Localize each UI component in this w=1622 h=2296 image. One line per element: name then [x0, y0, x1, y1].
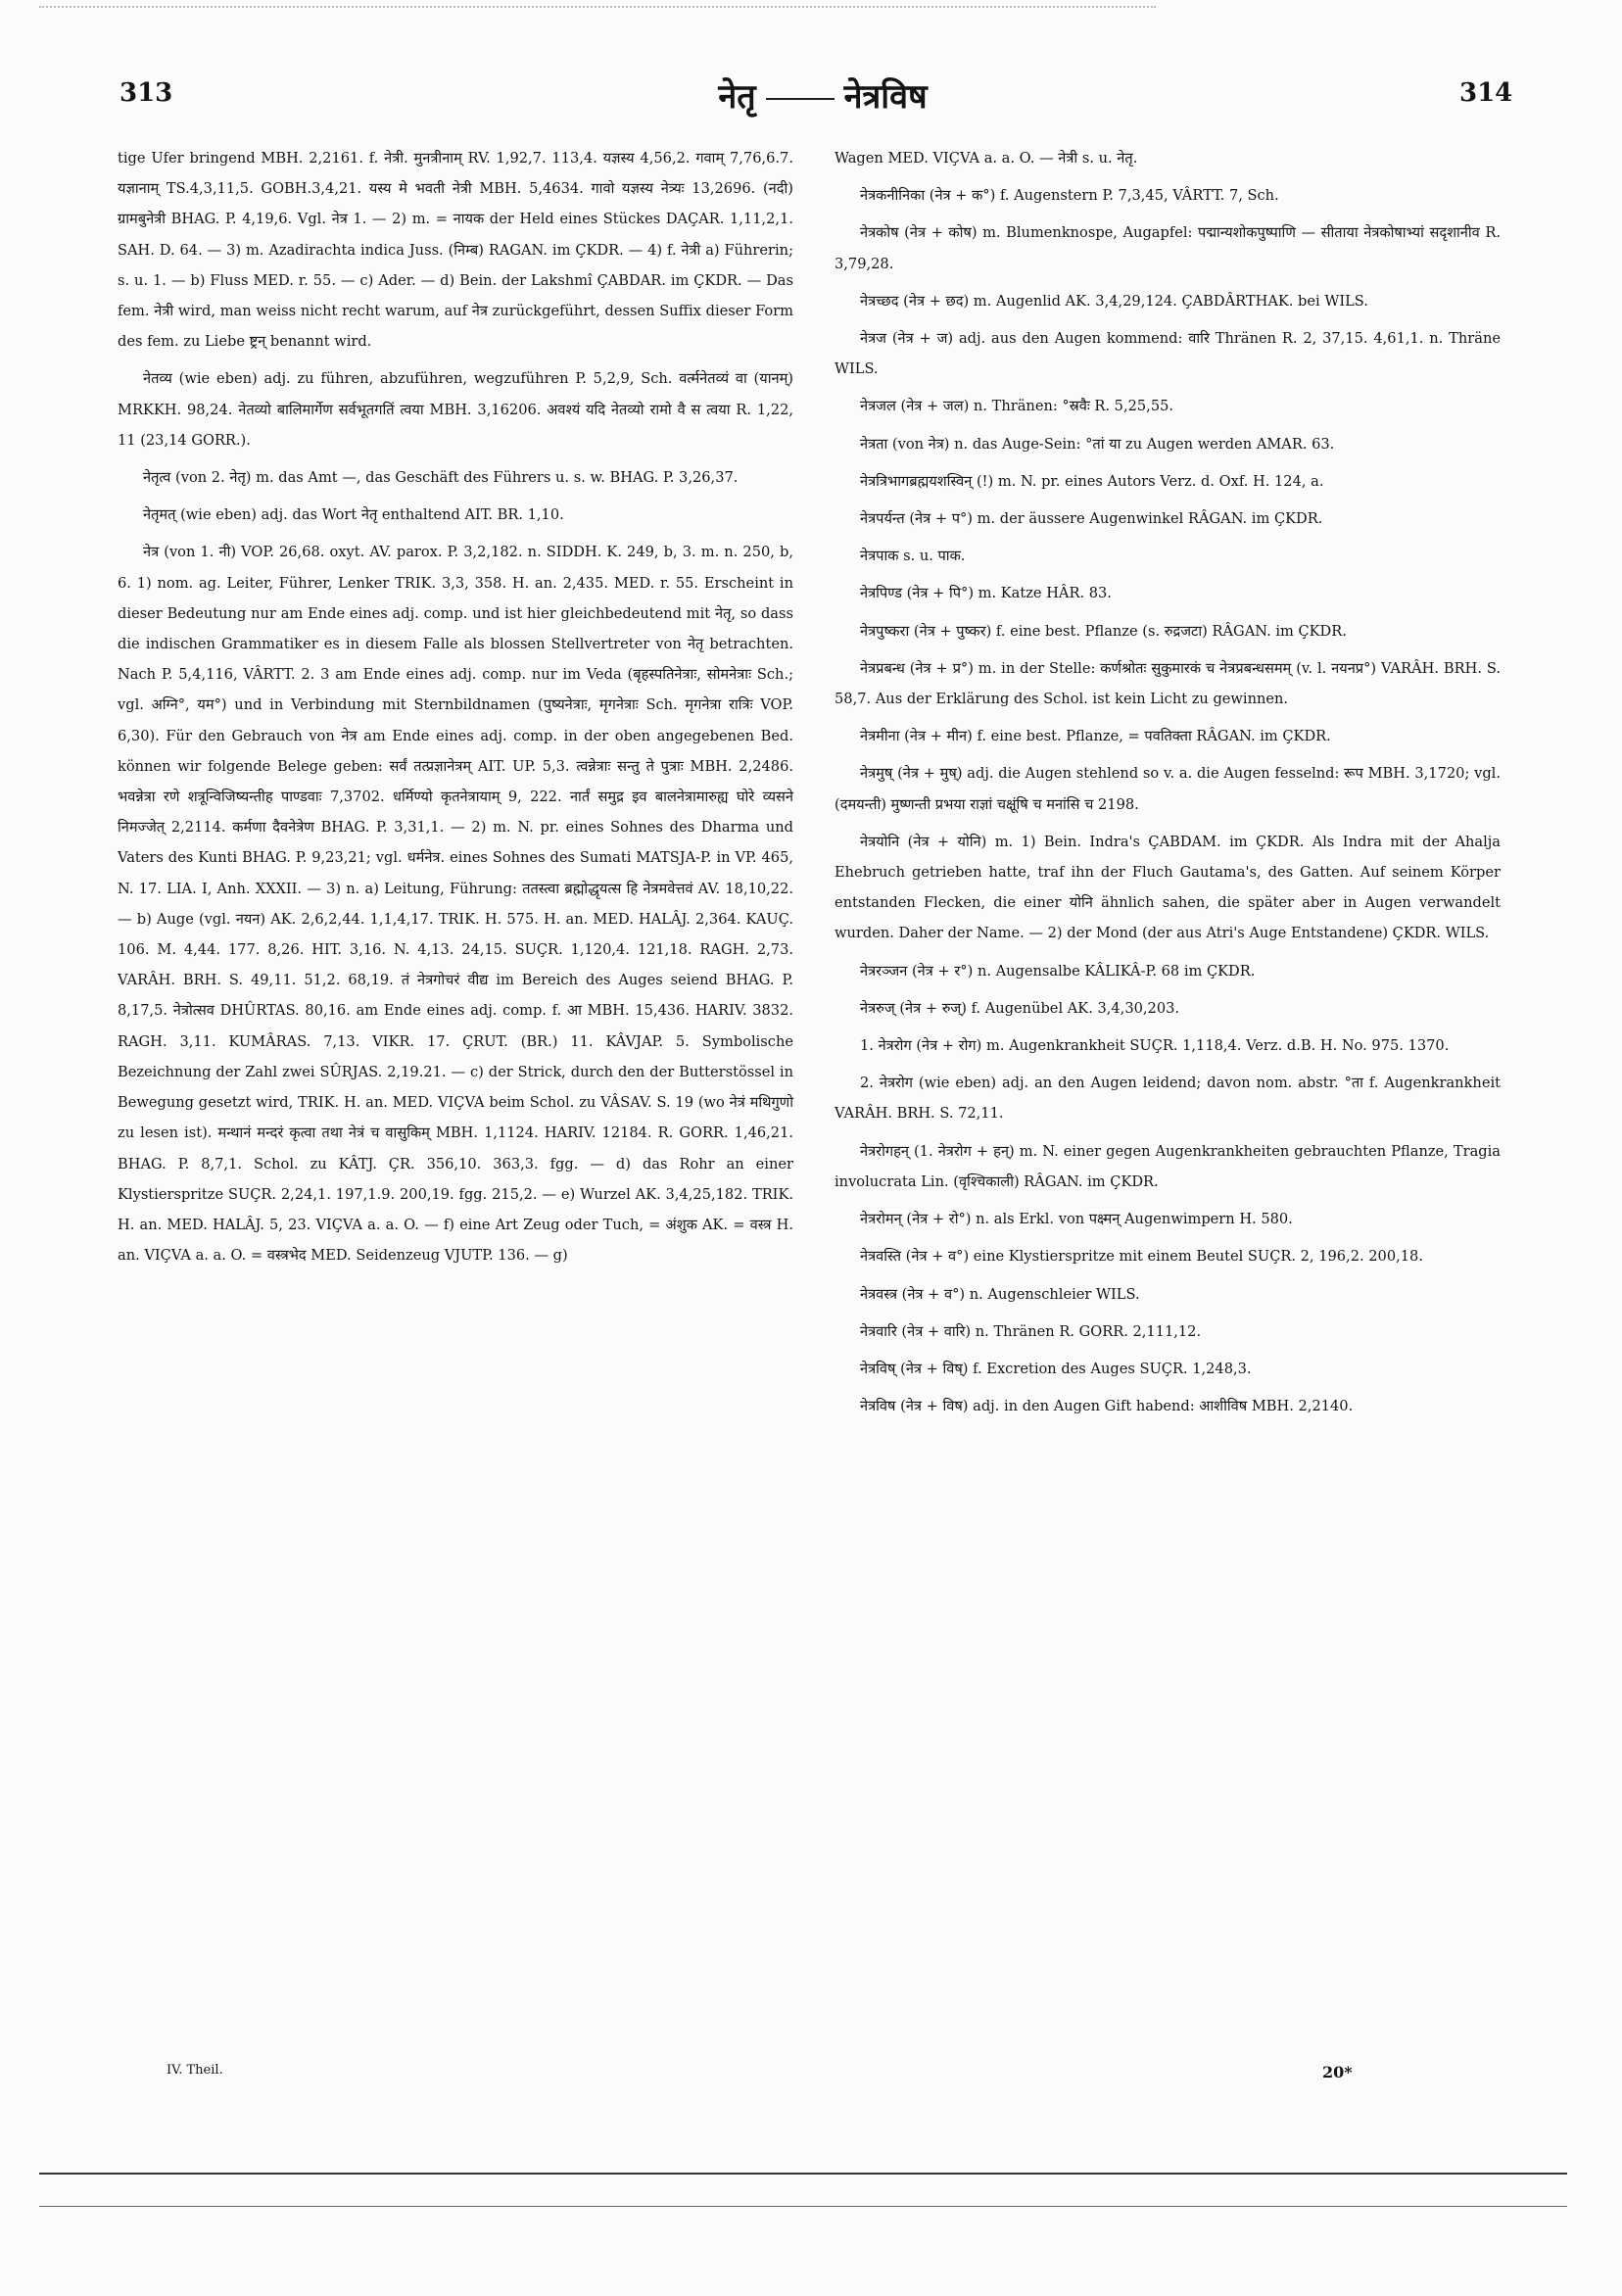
- entry-paragraph: नेत्रपुष्करा (नेत्र + पुष्कर) f. eine best. Pflanze (s. रुद्रजटा) RÂGAN. im ÇKDR.: [860, 622, 1347, 640]
- entry-paragraph: नेतृमत् (wie eben) adj. das Wort नेतृ enthaltend AIT. BR. 1,10.: [143, 506, 564, 524]
- bottom-scan-rule: [39, 2173, 1567, 2175]
- right-page-number: 314: [1459, 78, 1513, 108]
- running-title-right: नेत्रविष: [843, 77, 928, 117]
- volume-signature: IV. Theil.: [167, 2063, 223, 2078]
- running-title-dash: [766, 98, 835, 100]
- entry-paragraph: नेत्रज (नेत्र + ज) adj. aus den Augen kommend: वारि Thränen R. 2, 37,15. 4,61,1. n. Thräne WILS.: [835, 330, 1501, 378]
- entry-paragraph: नेत्रकनीनिका (नेत्र + क°) f. Augenstern P. 7,3,45, VÂRTT. 7, Sch.: [860, 187, 1279, 205]
- entry-paragraph: नेत्रजल (नेत्र + जल) n. Thränen: °स्रवैः R. 5,25,55.: [860, 398, 1174, 415]
- entry-paragraph: नेतव्य (wie eben) adj. zu führen, abzuführen, wegzuführen P. 5,2,9, Sch. वर्त्मनेतव्यं वा (यानम्) MRKKH. 98,24. नेतव्यो बालिमार्गेण सर्वभूतगतिं त्वया MBH. 3,16206. अवश्यं यदि नेतव्यो रामो वै स त्वया R. 1,22, 11 (23,14 GORR.).: [118, 370, 793, 449]
- entry-paragraph: tige Ufer bringend MBH. 2,2161. f. नेत्री. मुनत्रीनाम् RV. 1,92,7. 113,4. यज्ञस्य 4,56,2. गवाम् 7,76,6.7. यज्ञानाम् TS.4,3,11,5. GOBH.3,4,21. यस्य मे भवती नेत्री MBH. 5,4634. गावो यज्ञस्य नेत्र्यः 13,2696. (नदी) ग्रामबुनेत्री BHAG. P. 4,19,6. Vgl. नेत्र 1. — 2) m. = नायक der Held eines Stückes DAÇAR. 1,11,2,1. SAH. D. 64. — 3) m. Azadirachta indica Juss. (निम्ब) RAGAN. im ÇKDR. — 4) f. नेत्री a) Führerin; s. u. 1. — b) Fluss MED. r. 55. — c) Ader. — d) Bein. der Lakshmî ÇABDAR. im ÇKDR. — Das fem. नेत्री wird, man weiss nicht recht warum, auf नेत्र zurückgeführt, dessen Suffix dieser Form des fem. zu Liebe ष्ट्रन् benannt wird.: [118, 150, 793, 351]
- entry-paragraph: नेत्ररञ्जन (नेत्र + र°) n. Augensalbe KÂLIKÂ-P. 68 im ÇKDR.: [860, 962, 1256, 980]
- entry-paragraph: नेत्रत्रिभागब्रह्मयशस्विन् (!) m. N. pr. eines Autors Verz. d. Oxf. H. 124, a.: [860, 472, 1324, 490]
- entry-paragraph: नेत्रमुष् (नेत्र + मुष्) adj. die Augen stehlend so v. a. die Augen fesselnd: रूप MBH. 3,1720; vgl. (दमयन्ती) मुष्णन्ती प्रभया राज्ञां चक्षूंषि च मनांसि च 2198.: [835, 765, 1501, 813]
- entry-paragraph: नेत्रता (von नेत्र) n. das Auge-Sein: °तां या zu Augen werden AMAR. 63.: [860, 435, 1335, 453]
- left-column: [118, 143, 793, 1277]
- entry-paragraph: नेत्रपिण्ड (नेत्र + पि°) m. Katze HÂR. 83.: [860, 585, 1112, 602]
- entry-paragraph: नेत्रविष् (नेत्र + विष्) f. Excretion des Auges SUÇR. 1,248,3.: [860, 1360, 1252, 1377]
- entry-paragraph: नेत्रवारि (नेत्र + वारि) n. Thränen R. GORR. 2,111,12.: [860, 1322, 1202, 1340]
- entry-paragraph: नेत्ररोमन् (नेत्र + रो°) n. als Erkl. von पक्ष्मन् Augenwimpern H. 580.: [860, 1211, 1293, 1228]
- entry-paragraph: नेतृत्व (von 2. नेतृ) m. das Amt —, das Geschäft des Führers u. s. w. BHAG. P. 3,26,37.: [143, 469, 739, 487]
- left-page-number: 313: [119, 78, 173, 108]
- entry-paragraph: Wagen MED. VIÇVA a. a. O. — नेत्री s. u. नेतृ.: [835, 150, 1138, 167]
- entry-paragraph: नेत्रयोनि (नेत्र + योनि) m. 1) Bein. Indra's ÇABDAM. im ÇKDR. Als Indra mit der Ahalja Ehebruch getrieben hatte, traf ihn der Fluch Gautama's, des Gatten. Auf seinem Körper entstanden Flecken, die einer योनि ähnlich sahen, die später aber in Augen verwandelt wurden. Daher der Name. — 2) der Mond (der aus Atri's Auge Entstandene) ÇKDR. WILS.: [835, 833, 1501, 942]
- entry-paragraph: नेत्रकोष (नेत्र + कोष) m. Blumenknospe, Augapfel: पद्मान्यशोकपुष्पाणि — सीताया नेत्रकोषाभ्यां सदृशानीव R. 3,79,28.: [835, 224, 1501, 272]
- entry-paragraph: 1. नेत्ररोग (नेत्र + रोग) m. Augenkrankheit SUÇR. 1,118,4. Verz. d.B. H. No. 975. 1370.: [860, 1037, 1450, 1055]
- entry-paragraph: नेत्रविष (नेत्र + विष) adj. in den Augen Gift habend: आशीविष MBH. 2,2140.: [860, 1398, 1354, 1415]
- entry-paragraph: नेत्रमीना (नेत्र + मीन) f. eine best. Pflanze, = पवतिक्ता RÂGAN. im ÇKDR.: [860, 728, 1331, 745]
- entry-paragraph: नेत्र (von 1. नी) VOP. 26,68. oxyt. AV. parox. P. 3,2,182. n. SIDDH. K. 249, b, 3. m. n. 250, b, 6. 1) nom. ag. Leiter, Führer, Lenker TRIK. 3,3, 358. H. an. 2,435. MED. r. 55. Erscheint in dieser Bedeutung nur am Ende eines adj. comp. und ist hier gleichbedeutend mit नेतृ, so dass die indischen Grammatiker es in diesem Falle als blossen Stellvertreter von नेतृ betrachten. Nach P. 5,4,116, VÂRTT. 2. 3 am Ende eines adj. comp. nur im Veda (बृहस्पतिनेत्राः, सोमनेत्राः Sch.; vgl. अग्नि°, यम°) und in Verbindung mit Sternbildnamen (पुष्यनेत्राः, मृगनेत्राः Sch. मृगनेत्रा रात्रिः VOP. 6,30). Für den Gebrauch von नेत्र am Ende eines adj. comp. in der oben angegebenen Bed. können wir folgende Belege geben: सर्वं तत्प्रज्ञानेत्रम् AIT. UP. 5,3. त्वन्नेत्राः सन्तु ते पुत्राः MBH. 2,2486. भवन्नेत्रा रणे शत्रून्विजिष्यन्तीह पाण्डवाः 7,3702. धर्मिण्यो कृतनेत्रायाम् 9, 222. नार्तं समुद्र इव बालनेत्रामारुह्य घोरे व्यसने निमज्जेत् 2,2114. कर्मणा दैवनेत्रेण BHAG. P. 3,31,1. — 2) m. N. pr. eines Sohnes des Dharma und Vaters des Kunti BHAG. P. 9,23,21; vgl. धर्मनेत्र. eines Sohnes des Sumati MATSJA-P. in VP. 465, N. 17. LIA. I, Anh. XXXII. — 3) n. a) Leitung, Führung: ततस्त्वा ब्रह्मोद्धृयत्स हि नेत्रमवेत्तवं AV. 18,10,22. — b) Auge (vgl. नयन) AK. 2,6,2,44. 1,1,4,17. TRIK. H. 575. H. an. MED. HALÂJ. 2,364. KAUÇ. 106. M. 4,44. 177. 8,26. HIT. 3,16. N. 4,13. 24,15. SUÇR. 1,120,4. 121,18. RAGH. 2,73. VARÂH. BRH. S. 49,11. 51,2. 68,19. तं नेत्रगोचरं वीद्य im Bereich des Auges seiend BHAG. P. 8,17,5. नेत्रोत्सव DHÛRTAS. 80,16. am Ende eines adj. comp. f. आ MBH. 15,436. HARIV. 3832. RAGH. 3,11. KUMÂRAS. 7,13. VIKR. 17. ÇRUT. (BR.) 11. KÂVJAP. 5. Symbolische Bezeichnung der Zahl zwei SÛRJAS. 2,19.21. — c) der Strick, durch den der Butterstössel in Bewegung gesetzt wird, TRIK. H. an. MED. VIÇVA beim Schol. zu VÂSAV. S. 19 (wo नेत्रं मथिगुणो zu lesen ist). मन्थानं मन्दरं कृत्वा तथा नेत्रं च वासुकिम् MBH. 1,1124. HARIV. 12184. R. GORR. 1,46,21. BHAG. P. 8,7,1. Schol. zu KÂTJ. ÇR. 356,10. 363,3. fgg. — d) das Rohr an einer Klystierspritze SUÇR. 2,24,1. 197,1.9. 200,19. fgg. 215,2. — e) Wurzel AK. 3,4,25,182. TRIK. H. an. MED. HALÂJ. 5, 23. VIÇVA a. a. O. — f) eine Art Zeug oder Tuch, = अंशुक AK. = वस्त्र H. an. VIÇVA a. a. O. = वस्त्रभेद MED. Seidenzeug VJUTP. 136. — g): [118, 544, 793, 1265]
- entry-paragraph: नेत्रवस्ति (नेत्र + व°) eine Klystierspritze mit einem Beutel SUÇR. 2, 196,2. 200,18.: [860, 1248, 1423, 1266]
- right-column: [835, 143, 1501, 1428]
- entry-paragraph: नेत्रवस्त्र (नेत्र + व°) n. Augenschleier WILS.: [860, 1285, 1140, 1303]
- entry-paragraph: नेत्रपर्यन्त (नेत्र + प°) m. der äussere Augenwinkel RÂGAN. im ÇKDR.: [860, 510, 1323, 528]
- entry-paragraph: नेत्ररुज् (नेत्र + रुज्) f. Augenübel AK. 3,4,30,203.: [860, 999, 1180, 1017]
- top-scan-rule: [39, 6, 1156, 8]
- sheet-mark: 20*: [1322, 2063, 1353, 2081]
- entry-paragraph: नेत्रप्रबन्ध (नेत्र + प्र°) m. in der Stelle: कर्णश्रोतः सुकुमारकं च नेत्रप्रबन्धसमम् (v. l. नयनप्र°) VARÂH. BRH. S. 58,7. Aus der Erklärung des Schol. ist kein Licht zu gewinnen.: [835, 659, 1501, 708]
- entry-paragraph: नेत्रच्छद (नेत्र + छद) m. Augenlid AK. 3,4,29,124. ÇABDÂRTHAK. bei WILS.: [860, 292, 1368, 310]
- entry-paragraph: नेत्रपाक s. u. पाक.: [860, 548, 966, 565]
- entry-paragraph: 2. नेत्ररोग (wie eben) adj. an den Augen leidend; davon nom. abstr. °ता f. Augenkrankheit VARÂH. BRH. S. 72,11.: [835, 1075, 1501, 1123]
- entry-paragraph: नेत्ररोगहन् (1. नेत्ररोग + हन्) m. N. einer gegen Augenkrankheiten gebrauchten Pflanze, Tragia involucrata Lin. (वृश्चिकाली) RÂGAN. im ÇKDR.: [835, 1142, 1501, 1190]
- running-head: [627, 72, 1019, 118]
- running-title-left: नेतृ: [718, 77, 756, 117]
- bottom-scan-rule-secondary: [39, 2206, 1567, 2207]
